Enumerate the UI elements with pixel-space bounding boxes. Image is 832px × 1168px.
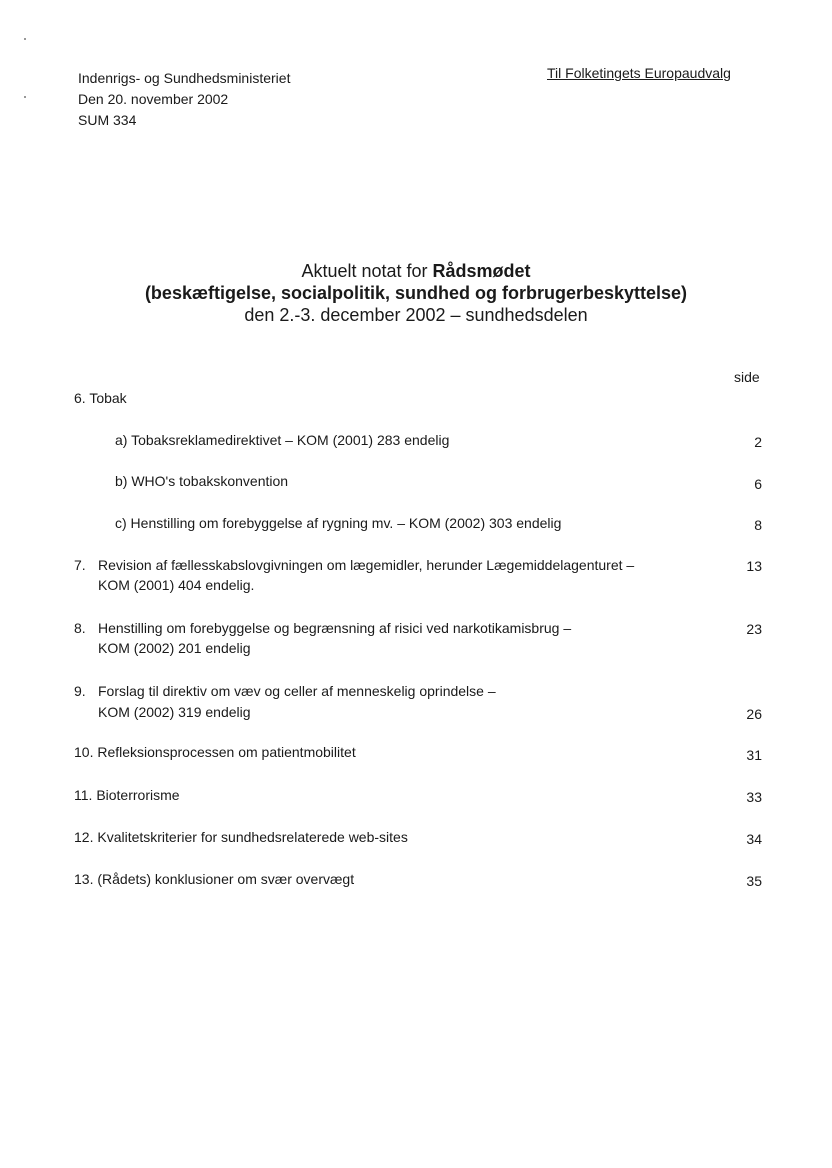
- toc-item-number: 8.: [74, 620, 86, 636]
- scan-speck: [24, 96, 26, 98]
- document-title: [0, 260, 832, 326]
- toc-item-line-2: KOM (2002) 201 endelig: [98, 640, 251, 656]
- title-prefix: Aktuelt notat for: [301, 261, 433, 281]
- toc-item-line-2: KOM (2001) 404 endelig.: [98, 577, 255, 593]
- toc-item-page: 6: [754, 476, 762, 492]
- sender-block: [78, 68, 290, 131]
- scan-speck: [24, 38, 26, 40]
- document-date: Den 20. november 2002: [78, 91, 229, 107]
- toc-item-text: a) Tobaksreklamedirektivet – KOM (2001) 283 endelig: [115, 432, 450, 448]
- toc-item-text: c) Henstilling om forebyggelse af rygning mv. – KOM (2002) 303 endelig: [115, 515, 562, 531]
- page-column-header: side: [734, 369, 760, 385]
- title-line-2: (beskæftigelse, socialpolitik, sundhed og forbrugerbeskyttelse): [144, 283, 688, 303]
- toc-item-page: 35: [746, 873, 762, 889]
- toc-item-page: 13: [746, 558, 762, 574]
- toc-item-line-2: KOM (2002) 319 endelig: [98, 704, 251, 720]
- ministry-name: Indenrigs- og Sundhedsministeriet: [78, 70, 291, 86]
- toc-item-page: 34: [746, 831, 762, 847]
- toc-item-line-1: Henstilling om forebyggelse og begrænsning af risici ved narkotikamisbrug –: [98, 620, 572, 636]
- toc-item-page: 33: [746, 789, 762, 805]
- title-line-1: [0, 260, 832, 282]
- toc-item-number: 7.: [74, 557, 86, 573]
- title-bold: Rådsmødet: [432, 261, 531, 281]
- toc-item-text: 11. Bioterrorisme: [74, 787, 180, 803]
- recipient: Til Folketingets Europaudvalg: [547, 65, 731, 81]
- toc-item-page: 23: [746, 621, 762, 637]
- toc-item-text: b) WHO's tobakskonvention: [115, 473, 289, 489]
- toc-item-text: 10. Refleksionsprocessen om patientmobilitet: [74, 744, 356, 760]
- toc-item-page: 31: [746, 747, 762, 763]
- toc-item-number: 9.: [74, 683, 86, 699]
- toc-item-page: 8: [754, 517, 762, 533]
- toc-section-title: 6. Tobak: [74, 390, 127, 406]
- toc-item-page: 26: [746, 706, 762, 722]
- toc-item-line-1: Forslag til direktiv om væv og celler af menneskelig oprindelse –: [98, 683, 496, 699]
- document-reference: SUM 334: [78, 112, 137, 128]
- toc-item-line-1: Revision af fællesskabslovgivningen om lægemidler, herunder Lægemiddelagenturet –: [98, 557, 635, 573]
- toc-item-text: 13. (Rådets) konklusioner om svær overvægt: [74, 871, 355, 887]
- toc-item-text: 12. Kvalitetskriterier for sundhedsrelaterede web-sites: [74, 829, 408, 845]
- title-line-3: den 2.-3. december 2002 – sundhedsdelen: [244, 305, 588, 325]
- toc-item-page: 2: [754, 434, 762, 450]
